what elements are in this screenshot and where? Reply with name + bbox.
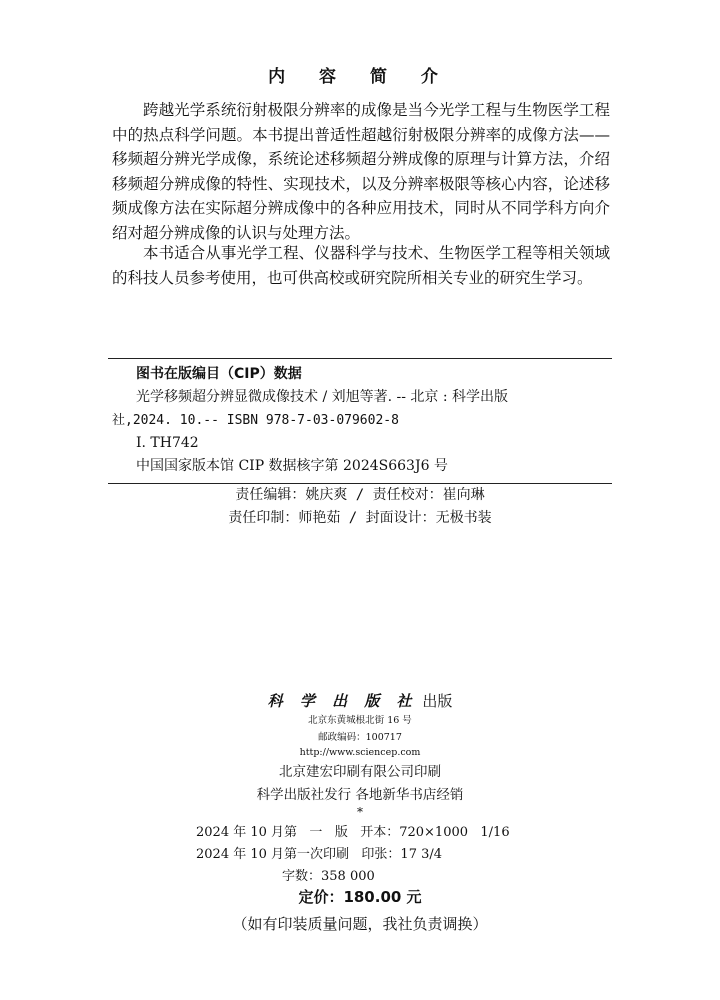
- price-line: 定价：180.00 元: [298, 888, 422, 906]
- cip-line-title: 光学移频超分辨显微成像技术 / 刘旭等著. -- 北京 : 科学出版: [136, 389, 509, 405]
- cip-heading: 图书在版编目（CIP）数据: [136, 366, 302, 382]
- separator-star: *: [357, 805, 363, 819]
- editor-credit-line-1: 责任编辑：姚庆爽 / 责任校对：崔向琳: [235, 487, 485, 503]
- intro-paragraph-1: 跨越光学系统衍射极限分辨率的成像是当今光学工程与生物医学工程中的热点科学问题。本书提出普适性超越衍射极限分辨率的成像方法——移频超分辨光学成像，系统论述移频超分辨成像的原理与计算方法，介绍移频超分辨成像的特性、实现技术，以及分辨率极限等核心内容，论述移频成像方法在实际超分辨成像中的各种应用技术，同时从不同学科方向介绍对超分辨成像的认识与处理方法。: [112, 101, 610, 242]
- editor-credits: [0, 484, 720, 530]
- publisher-suffix: 出版: [422, 692, 453, 710]
- publisher-name: 科 学 出 版 社: [267, 692, 418, 710]
- publisher-line: [0, 690, 720, 711]
- cip-record: [112, 386, 612, 478]
- publisher-website: http://www.sciencep.com: [299, 747, 421, 758]
- intro-paragraph-2: 本书适合从事光学工程、仪器科学与技术、生物医学工程等相关领域的科技人员参考使用，也可供高校或研究院所相关专业的研究生学习。: [112, 244, 610, 287]
- word-count: 字数：358 000: [282, 869, 375, 884]
- intro-title: 内 容 简 介: [268, 67, 452, 87]
- printer-line: 北京建宏印刷有限公司印刷: [279, 764, 441, 780]
- distribution-line: 科学出版社发行 各地新华书店经销: [256, 787, 464, 803]
- cip-top-divider: [108, 358, 612, 359]
- cip-line-classification: Ⅰ. TH742: [136, 435, 199, 451]
- printing-line: 2024 年 10 月第一次印刷 印张：17 3/4: [196, 847, 443, 862]
- publisher-address: 北京东黄城根北街 16 号: [308, 715, 412, 726]
- quality-note: （如有印装质量问题，我社负责调换）: [232, 915, 488, 933]
- cip-line-isbn: 社,2024. 10.-- ISBN 978-7-03-079602-8: [112, 413, 399, 428]
- publisher-postcode: 邮政编码：100717: [318, 732, 402, 743]
- edition-line: 2024 年 10 月第 一 版 开本：720×1000 1/16: [196, 825, 510, 840]
- editor-credit-line-2: 责任印制：师艳茹 / 封面设计：无极书装: [228, 510, 492, 526]
- cip-line-number: 中国国家版本馆 CIP 数据核字第 2024S663J6 号: [136, 458, 448, 474]
